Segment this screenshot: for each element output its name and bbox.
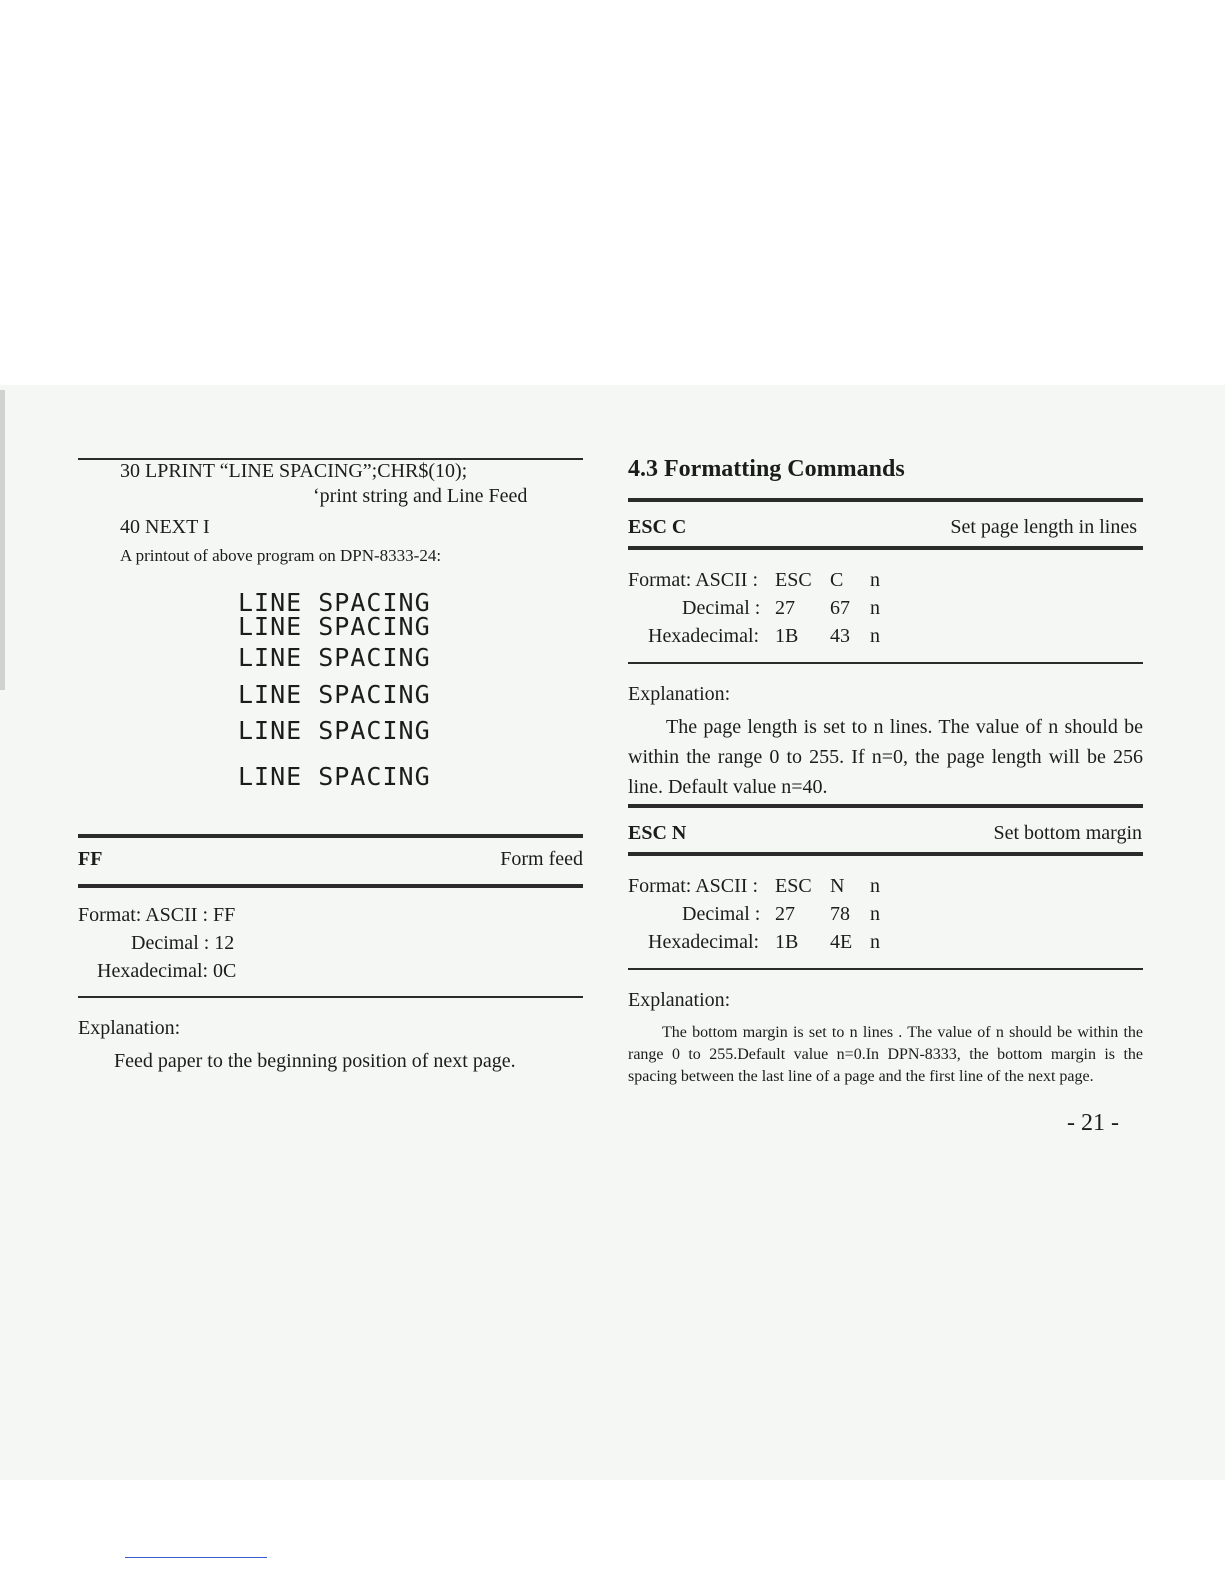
esc-n-decimal-value: 78: [830, 903, 850, 925]
esc-n-format-rule: [628, 968, 1143, 970]
esc-n-format-label: Format: ASCII :: [628, 875, 759, 897]
esc-n-explanation-label: Explanation:: [628, 989, 731, 1011]
esc-n-hex-value: n: [870, 931, 880, 953]
esc-n-format-value: n: [870, 875, 880, 897]
esc-n-decimal-value: 27: [775, 903, 795, 925]
link-underline: [125, 1557, 267, 1558]
page-edge-shadow: [0, 390, 5, 690]
code-line-40: 40 NEXT I: [120, 516, 210, 538]
ff-top-rule: [78, 834, 583, 838]
ff-format-rule: [78, 996, 583, 998]
printout-line: LINE SPACING: [238, 762, 431, 791]
esc-c-explanation-text: The page length is set to n lines. The value of n should be within the range 0 to 255. If n=0, the page length will be 256 line. Default value n=40.: [628, 716, 1143, 798]
ff-bottom-rule: [78, 884, 583, 888]
code-comment: ‘print string and Line Feed: [313, 485, 528, 507]
ff-explanation-text: Feed paper to the beginning position of next page.: [114, 1050, 516, 1072]
printout-line: LINE SPACING: [238, 588, 431, 617]
esc-c-bottom-rule: [628, 546, 1143, 550]
ff-title: Form feed: [500, 848, 583, 870]
esc-c-format-value: ESC: [775, 569, 812, 591]
esc-n-format-value: ESC: [775, 875, 812, 897]
page-number: - 21 -: [1067, 1110, 1119, 1136]
esc-c-command: ESC C: [628, 516, 687, 538]
esc-c-format-label: Format: ASCII :: [628, 569, 759, 591]
ff-format-ascii: Format: ASCII : FF: [78, 904, 236, 926]
esc-c-explanation-label: Explanation:: [628, 683, 731, 705]
section-heading: 4.3 Formatting Commands: [628, 456, 905, 482]
ff-hexadecimal: Hexadecimal: 0C: [97, 960, 237, 982]
esc-c-hex-value: 43: [830, 625, 850, 647]
printout-line: LINE SPACING: [238, 680, 431, 709]
esc-c-decimal-value: 67: [830, 597, 850, 619]
esc-n-title: Set bottom margin: [993, 822, 1142, 844]
esc-n-decimal-value: n: [870, 903, 880, 925]
ff-explanation-label: Explanation:: [78, 1017, 181, 1039]
esc-c-format-rule: [628, 662, 1143, 664]
esc-c-decimal-value: n: [870, 597, 880, 619]
esc-n-top-rule: [628, 804, 1143, 808]
printout-line: LINE SPACING: [238, 716, 431, 745]
printout-line: LINE SPACING: [238, 643, 431, 672]
esc-n-explanation-text: The bottom margin is set to n lines . The value of n should be within the range 0 to 255.Default value n=0.In DPN-8333, the bottom margin is the spacing between the last line of a page and the first line of the next page.: [628, 1024, 1143, 1085]
printout-line: LINE SPACING: [238, 612, 431, 641]
esc-c-hex-label: Hexadecimal:: [648, 625, 760, 647]
ff-decimal: Decimal : 12: [131, 932, 235, 954]
code-line-30: 30 LPRINT “LINE SPACING”;CHR$(10);: [120, 460, 468, 482]
esc-c-format-value: n: [870, 569, 880, 591]
esc-c-title: Set page length in lines: [950, 516, 1137, 538]
esc-n-command: ESC N: [628, 822, 687, 844]
printout-caption: A printout of above program on DPN-8333-24:: [120, 546, 442, 565]
esc-c-hex-value: n: [870, 625, 880, 647]
esc-c-top-rule: [628, 498, 1143, 502]
esc-c-decimal-value: 27: [775, 597, 795, 619]
esc-c-hex-value: 1B: [775, 625, 799, 647]
esc-n-format-value: N: [830, 875, 845, 897]
esc-n-decimal-label: Decimal :: [682, 903, 761, 925]
esc-c-decimal-label: Decimal :: [682, 597, 761, 619]
esc-n-bottom-rule: [628, 852, 1143, 856]
ff-command: FF: [78, 848, 103, 870]
esc-n-hex-label: Hexadecimal:: [648, 931, 760, 953]
esc-c-format-value: C: [830, 569, 844, 591]
esc-n-hex-value: 1B: [775, 931, 799, 953]
esc-n-hex-value: 4E: [830, 931, 853, 953]
